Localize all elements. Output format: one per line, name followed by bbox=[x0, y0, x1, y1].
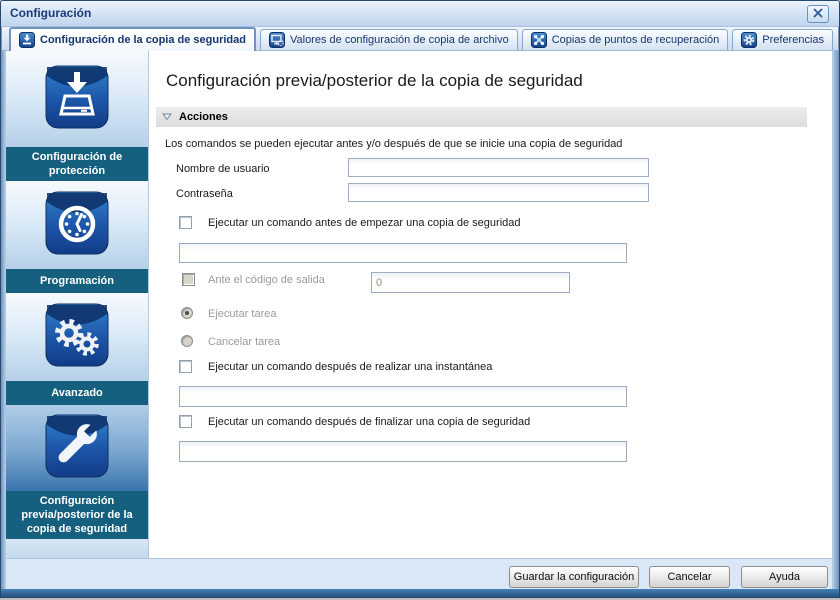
page-title: Configuración previa/posterior de la copia de seguridad bbox=[166, 71, 583, 90]
pre-command-label[interactable]: Ejecutar un comando antes de empezar una copia de seguridad bbox=[208, 217, 521, 229]
tab-label: Preferencias bbox=[762, 34, 825, 46]
cancel-task-radio[interactable] bbox=[181, 335, 193, 347]
post-snapshot-input[interactable] bbox=[179, 386, 627, 407]
tab-label: Configuración de la copia de seguridad bbox=[40, 34, 246, 46]
gears-icon bbox=[45, 303, 109, 372]
post-backup-checkbox[interactable] bbox=[179, 415, 192, 428]
close-button[interactable] bbox=[807, 5, 829, 23]
window-border-bottom bbox=[1, 589, 839, 597]
main-panel bbox=[149, 51, 832, 558]
exit-code-input[interactable] bbox=[371, 272, 570, 293]
password-label: Contraseña bbox=[176, 188, 233, 200]
post-snapshot-label[interactable]: Ejecutar un comando después de realizar una instantánea bbox=[208, 361, 493, 373]
username-label: Nombre de usuario bbox=[176, 163, 270, 175]
section-title: Acciones bbox=[179, 111, 228, 123]
run-task-radio[interactable] bbox=[181, 307, 193, 319]
disk-down-arrow-icon bbox=[45, 65, 109, 134]
help-button[interactable]: Ayuda bbox=[741, 566, 828, 588]
sidebar-filler bbox=[6, 539, 148, 558]
cancel-task-label: Cancelar tarea bbox=[208, 336, 281, 348]
actions-section-header[interactable] bbox=[156, 107, 807, 127]
cancel-button[interactable]: Cancelar bbox=[649, 566, 730, 588]
wrench-icon bbox=[45, 414, 109, 483]
window-border-right bbox=[832, 27, 839, 591]
footer-bar bbox=[2, 558, 838, 590]
icon-zone bbox=[6, 293, 148, 381]
sidebar-item-avanzado[interactable] bbox=[6, 293, 148, 405]
pre-command-input[interactable] bbox=[179, 243, 627, 263]
gear-icon bbox=[741, 32, 757, 48]
password-input[interactable] bbox=[348, 183, 649, 202]
window-border-left bbox=[1, 27, 6, 591]
sidebar-item-programacion[interactable] bbox=[6, 181, 148, 293]
sidebar-label: Configuración previa/posterior de la copia de seguridad bbox=[6, 491, 148, 539]
icon-zone bbox=[6, 181, 148, 269]
monitor-gear-icon bbox=[269, 32, 285, 48]
post-snapshot-checkbox[interactable] bbox=[179, 360, 192, 373]
window-title: Configuración bbox=[10, 6, 92, 20]
clock-icon bbox=[45, 191, 109, 260]
actions-description: Los comandos se pueden ejecutar antes y/o después de que se inicie una copia de seguridad bbox=[165, 138, 623, 150]
sidebar bbox=[6, 51, 149, 558]
collapse-triangle-icon bbox=[162, 108, 172, 126]
exit-code-label: Ante el código de salida bbox=[208, 274, 325, 286]
post-backup-label[interactable]: Ejecutar un comando después de finalizar una copia de seguridad bbox=[208, 416, 531, 428]
sidebar-label: Programación bbox=[6, 269, 148, 293]
tab-file-backup-settings[interactable] bbox=[260, 29, 518, 50]
tab-bar bbox=[2, 27, 838, 51]
sidebar-label: Configuración de protección bbox=[6, 147, 148, 181]
exit-code-checkbox[interactable] bbox=[182, 273, 195, 286]
sidebar-item-proteccion[interactable] bbox=[6, 51, 148, 181]
node-cross-icon bbox=[531, 32, 547, 48]
tab-preferences[interactable] bbox=[732, 29, 833, 50]
radio-dot bbox=[185, 311, 189, 315]
run-task-label: Ejecutar tarea bbox=[208, 308, 277, 320]
icon-zone bbox=[6, 51, 148, 147]
save-settings-button[interactable]: Guardar la configuración bbox=[509, 566, 639, 588]
username-input[interactable] bbox=[348, 158, 649, 177]
title-bar[interactable] bbox=[1, 1, 839, 27]
tab-label: Valores de configuración de copia de archivo bbox=[289, 34, 509, 46]
disk-down-arrow-icon bbox=[19, 32, 35, 48]
icon-zone-selected bbox=[6, 405, 148, 491]
sidebar-label: Avanzado bbox=[6, 381, 148, 405]
pre-command-checkbox[interactable] bbox=[179, 216, 192, 229]
sidebar-item-previa-posterior[interactable] bbox=[6, 405, 148, 539]
tab-label: Copias de puntos de recuperación bbox=[551, 34, 720, 46]
post-backup-input[interactable] bbox=[179, 441, 627, 462]
tab-backup-settings[interactable] bbox=[9, 27, 256, 51]
close-icon bbox=[813, 5, 823, 23]
tab-recovery-points[interactable] bbox=[522, 29, 729, 50]
